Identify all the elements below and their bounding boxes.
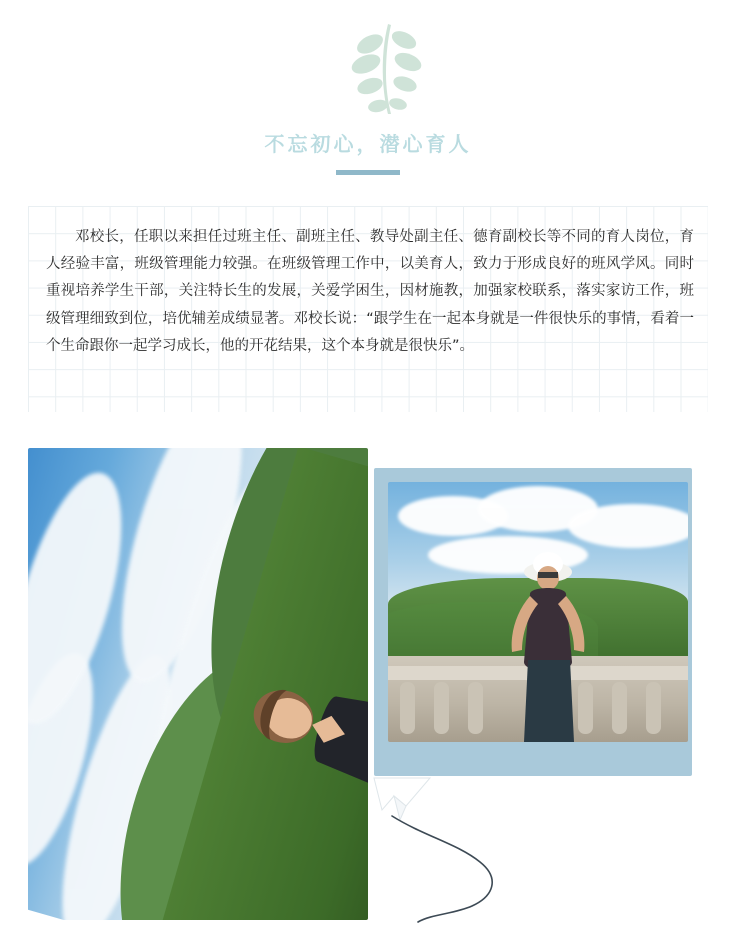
- grid-paper-text-block: [28, 206, 708, 412]
- person-figure: [494, 542, 604, 742]
- curved-line-icon: [384, 810, 524, 925]
- photo-gallery: [0, 440, 736, 921]
- title-underline-rule: [336, 170, 400, 175]
- body-paragraph: 邓校长，任职以来担任过班主任、副班主任、教导处副主任、德育副校长等不同的育人岗位，育人经验丰富，班级管理能力较强。在班级管理工作中，以美育人，致力于形成良好的班风学风。同时重视培养学生干部，关注特长生的发展，关爱学困生，因材施教，加强家校联系，落实家访工作，班级管理细致到位，培优辅差成绩显著。邓校长说：“跟学生在一起本身就是一件很快乐的事情，看着一个生命跟你一起学习成长，他的开花结果，这个本身就是很快乐”。: [46, 229, 694, 354]
- railing-baluster: [612, 682, 627, 734]
- railing-baluster: [646, 682, 661, 734]
- page-title: 不忘初心，潜心育人: [264, 132, 472, 156]
- railing-baluster: [400, 682, 415, 734]
- railing-baluster: [434, 682, 449, 734]
- left-photo-scene: [28, 448, 368, 920]
- photo-teacher-railing-hills[interactable]: [388, 482, 688, 742]
- railing-baluster: [468, 682, 483, 734]
- right-photo-scene: [388, 482, 688, 742]
- page-header: [0, 0, 736, 200]
- photo-teacher-mountain-rotated[interactable]: [28, 448, 368, 920]
- leaf-branch-icon: [326, 18, 436, 120]
